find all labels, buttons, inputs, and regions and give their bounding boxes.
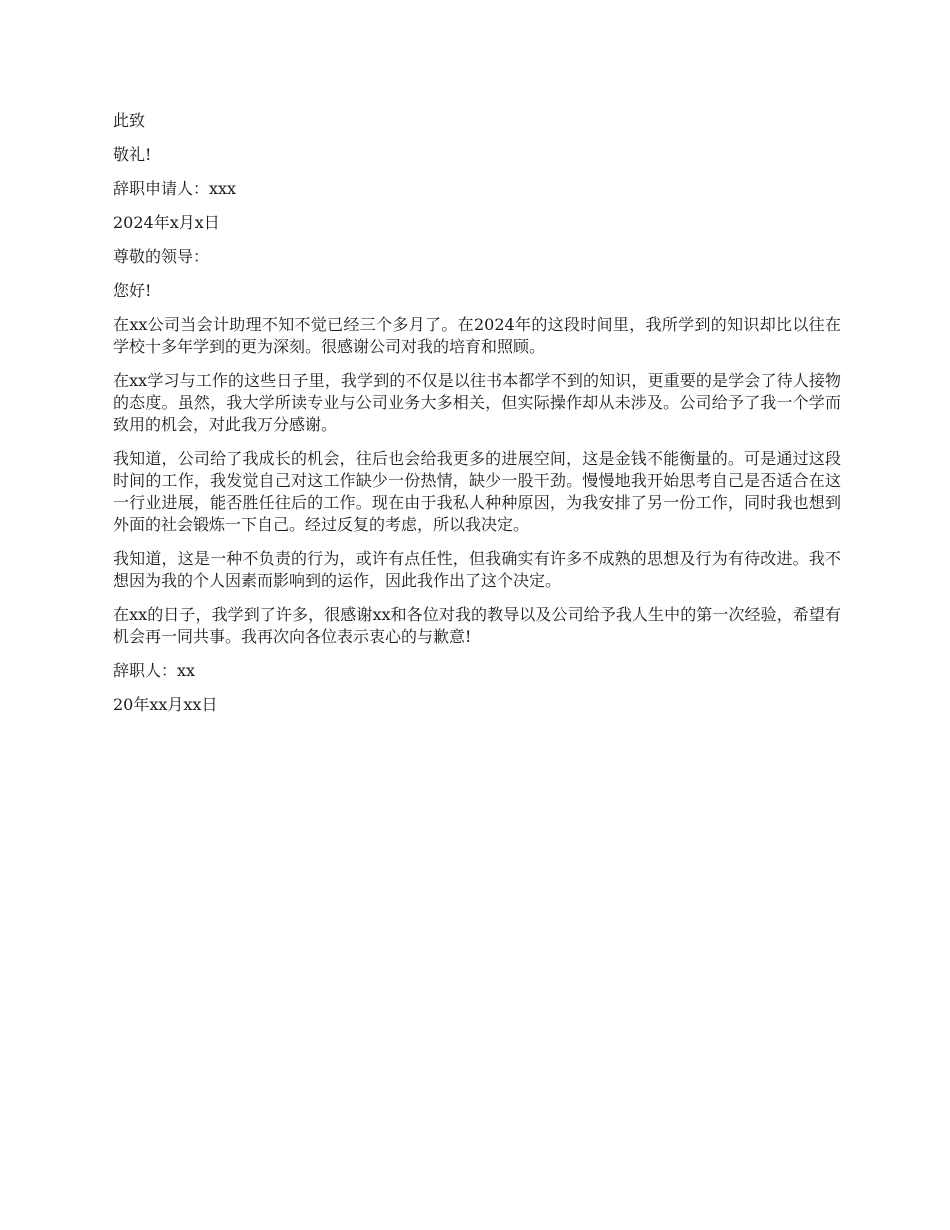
closing-respect: 敬礼! [113,145,152,164]
applicant-signature: 辞职申请人：xxx [113,179,237,198]
body-paragraph-3: 我知道，公司给了我成长的机会，往后也会给我更多的进展空间，这是金钱不能衡量的。可是通过这段时间的工作，我发觉自己对这工作缺少一份热情，缺少一股干劲。慢慢地我开始思考自己是否适合在这一行业进展，能否胜任往后的工作。现在由于我私人种种原因，为我安排了另一份工作，同时我也想到外面的社会锻炼一下自己。经过反复的考虑，所以我决定。 [113,449,841,534]
body-paragraph-4: 我知道，这是一种不负责的行为，或许有点任性，但我确实有许多不成熟的思想及行为有待改进。我不想因为我的个人因素而影响到的运作，因此我作出了这个决定。 [113,549,841,590]
body-paragraph-2: 在xx学习与工作的这些日子里，我学到的不仅是以往书本都学不到的知识，更重要的是学会了待人接物的态度。虽然，我大学所读专业与公司业务大多相关，但实际操作却从未涉及。公司给予了我一个学而致用的机会，对此我万分感谢。 [113,371,841,434]
resigner-date: 20年xx月xx日 [113,695,218,714]
resigner-signature: 辞职人：xx [113,661,196,680]
applicant-date: 2024年x月x日 [113,213,220,232]
document-page [113,110,841,728]
closing-salutation: 此致 [113,111,146,130]
letter-greeting: 尊敬的领导： [113,247,210,266]
letter-hello: 您好! [113,281,152,300]
body-paragraph-1: 在xx公司当会计助理不知不觉已经三个多月了。在2024年的这段时间里，我所学到的知识却比以往在学校十多年学到的更为深刻。很感谢公司对我的培育和照顾。 [113,315,841,356]
body-paragraph-5: 在xx的日子，我学到了许多，很感谢xx和各位对我的教导以及公司给予我人生中的第一次经验，希望有机会再一同共事。我再次向各位表示衷心的与歉意! [113,605,841,646]
